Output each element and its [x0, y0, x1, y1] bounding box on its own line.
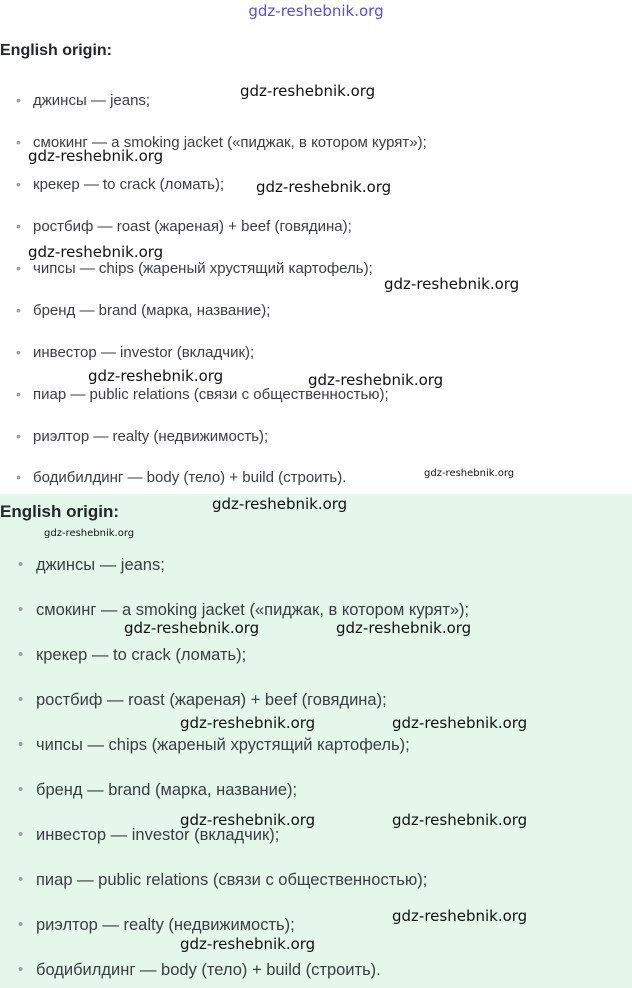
section-english-origin-2: English origin: • джинсы — jeans; • смокинг — a smoking jacket («пиджак, в котором курят»); • крекер — to crack (ломать); • ростбиф — roast (жареная) + beef (говядина); • чипсы — chips (жареный хрустящий картофель); • бренд — brand (марка, название); • инвестор — investor (вкладчик); • пиар — public relations (связи с общественностью); • риэлтор — realty (недвижимость); • бодибилдинг — body (тело) + build (строить).	[0, 494, 632, 988]
watermark: gdz-reshebnik.org	[180, 935, 316, 953]
section-english-origin-1: English origin: • джинсы — jeans; • смокинг — a smoking jacket («пиджак, в котором курят»); • крекер — to crack (ломать); • ростбиф — roast (жареная) + beef (говядина); • чипсы — chips (жареный хрустящий картофель); • бренд — brand (марка, название); • инвестор — investor (вкладчик); • пиар — public relations (связи с общественностью); • риэлтор — realty (недвижимость); • бодибилдинг — body (тело) + build (строить).	[0, 34, 632, 494]
watermark: gdz-reshebnik.org	[308, 371, 444, 389]
bullet-icon: •	[18, 646, 24, 663]
watermark: gdz-reshebnik.org	[392, 811, 528, 829]
bullet-icon: •	[18, 736, 24, 753]
watermark: gdz-reshebnik.org	[336, 619, 472, 637]
bullet-icon: •	[18, 691, 24, 708]
bullet-icon: •	[16, 386, 21, 402]
watermark: gdz-reshebnik.org	[180, 714, 316, 732]
bullet-icon: •	[18, 556, 24, 573]
bullet-icon: •	[18, 961, 24, 978]
bullet-icon: •	[16, 134, 21, 150]
watermark: gdz-reshebnik.org	[392, 907, 528, 925]
bullet-icon: •	[18, 826, 24, 843]
bullet-icon: •	[16, 260, 21, 276]
section-heading: English origin:	[0, 42, 112, 59]
bullet-icon: •	[18, 916, 24, 933]
watermark: gdz-reshebnik.org	[44, 528, 135, 539]
watermark: gdz-reshebnik.org	[28, 147, 164, 165]
bullet-icon: •	[18, 781, 24, 798]
watermark: gdz-reshebnik.org	[256, 178, 392, 196]
bullet-icon: •	[16, 428, 21, 444]
top-watermark: gdz-reshebnik.org	[248, 2, 384, 20]
watermark: gdz-reshebnik.org	[392, 714, 528, 732]
bullet-icon: •	[16, 92, 21, 108]
watermark: gdz-reshebnik.org	[424, 468, 515, 479]
bullet-icon: •	[16, 176, 21, 192]
bullet-icon: •	[16, 302, 21, 318]
watermark: gdz-reshebnik.org	[124, 619, 260, 637]
watermark: gdz-reshebnik.org	[28, 243, 164, 261]
watermark: gdz-reshebnik.org	[88, 367, 224, 385]
bullet-icon: •	[18, 871, 24, 888]
watermark: gdz-reshebnik.org	[384, 275, 520, 293]
watermark: gdz-reshebnik.org	[212, 495, 348, 513]
watermark: gdz-reshebnik.org	[180, 811, 316, 829]
watermark: gdz-reshebnik.org	[240, 82, 376, 100]
bullet-icon: •	[18, 601, 24, 618]
bullet-icon: •	[16, 344, 21, 360]
bullet-icon: •	[16, 218, 21, 234]
section-heading: English origin:	[0, 502, 119, 521]
bullet-icon: •	[16, 469, 21, 485]
